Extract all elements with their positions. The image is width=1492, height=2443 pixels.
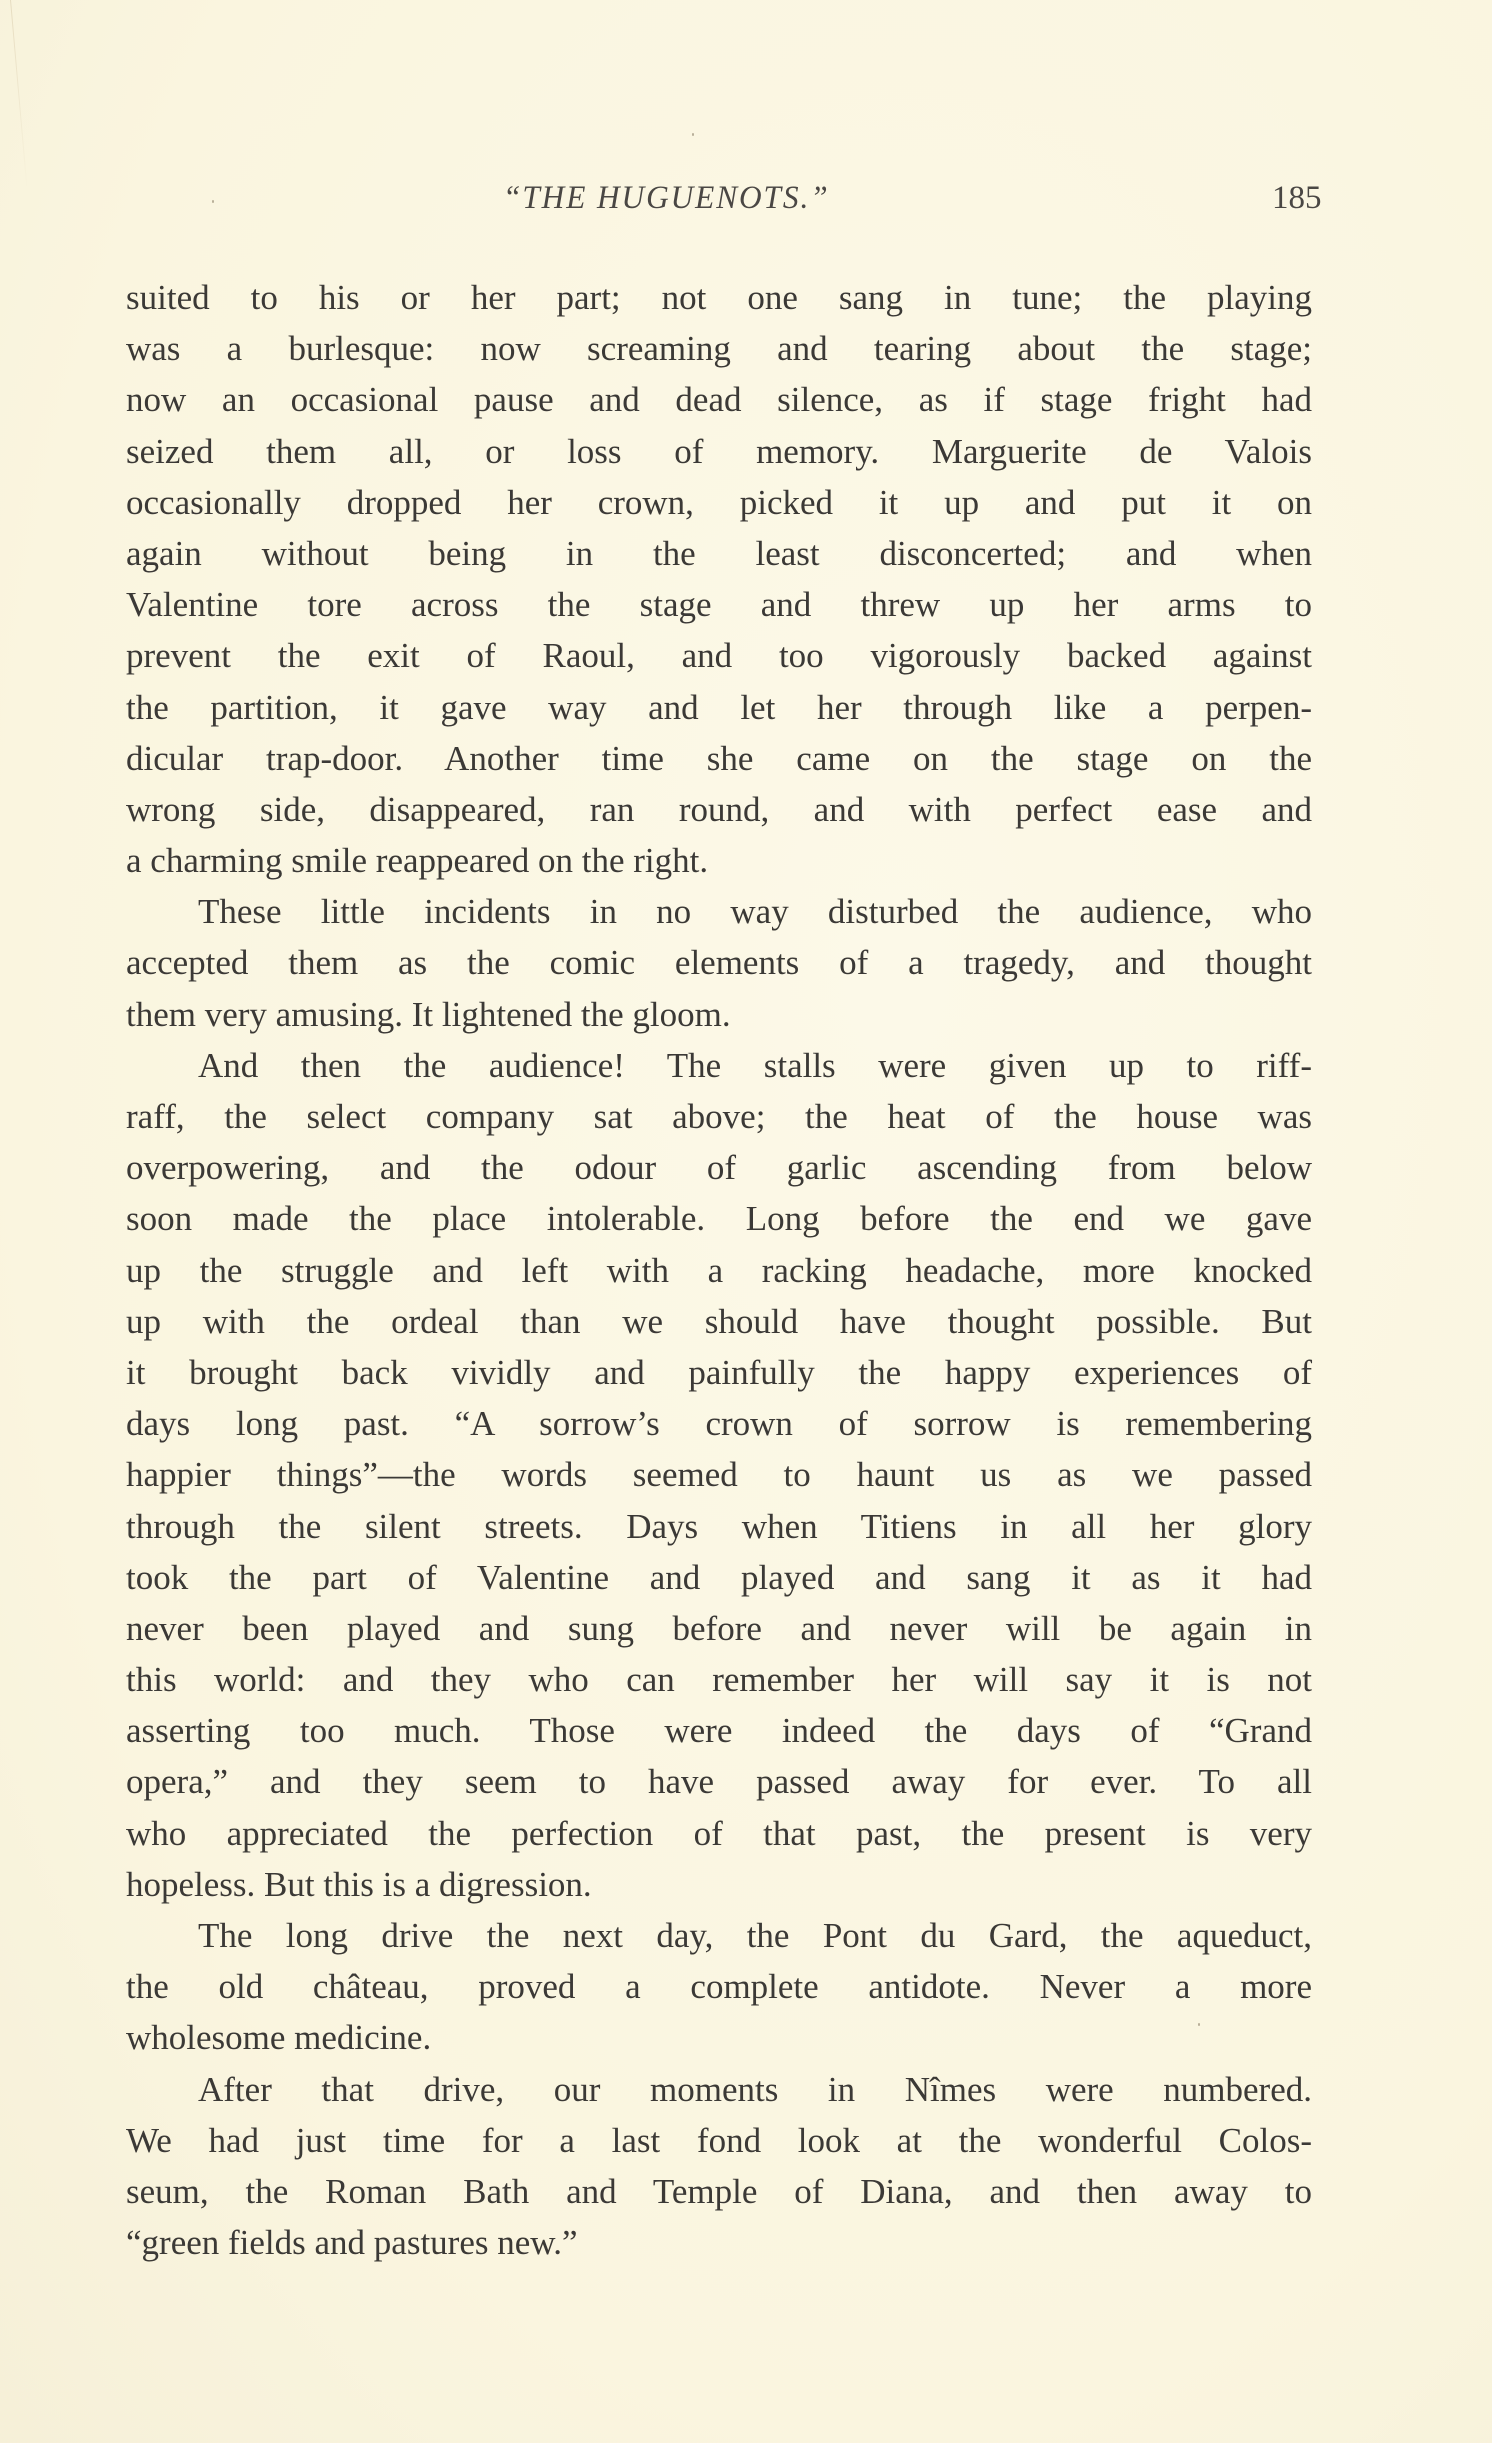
- text-line: through the silent streets. Days when Titiens in all her glory: [126, 1506, 1312, 1546]
- text-line: the partition, it gave way and let her through like a perpen-: [126, 687, 1312, 727]
- body-text: [126, 272, 1312, 2268]
- text-line: And then the audience! The stalls were given up to riff-: [198, 1045, 1312, 1085]
- page-number: 185: [1272, 180, 1322, 216]
- text-line: wholesome medicine.: [126, 2018, 432, 2058]
- text-line: now an occasional pause and dead silence, as if stage fright had: [126, 380, 1312, 420]
- paragraph: [126, 1910, 1312, 2064]
- text-line: opera,” and they seem to have passed away for ever. To all: [126, 1762, 1312, 1802]
- text-line: After that drive, our moments in Nîmes were numbered.: [198, 2069, 1312, 2109]
- text-line: took the part of Valentine and played and sang it as it had: [126, 1557, 1312, 1597]
- page-edge-line: [10, 0, 28, 189]
- paragraph: [126, 2064, 1312, 2269]
- text-line: accepted them as the comic elements of a tragedy, and thought: [126, 943, 1312, 983]
- text-line: overpowering, and the odour of garlic ascending from below: [126, 1148, 1312, 1188]
- paragraph: [126, 886, 1312, 1040]
- text-line: this world: and they who can remember her will say it is not: [126, 1660, 1312, 1700]
- text-line: was a burlesque: now screaming and tearing about the stage;: [126, 329, 1312, 369]
- running-head-title: “THE HUGUENOTS.”: [503, 180, 830, 216]
- text-line: seized them all, or loss of memory. Marguerite de Valois: [126, 431, 1312, 471]
- running-head: [0, 180, 1492, 220]
- text-line: asserting too much. Those were indeed the days of “Grand: [126, 1711, 1312, 1751]
- text-line: the old château, proved a complete antidote. Never a more: [126, 1967, 1312, 2007]
- text-line: “green fields and pastures new.”: [126, 2223, 578, 2263]
- paragraph: [126, 1040, 1312, 1910]
- paper-speck: [692, 133, 694, 136]
- text-line: The long drive the next day, the Pont du Gard, the aqueduct,: [198, 1916, 1312, 1955]
- text-line: it brought back vividly and painfully the happy experiences of: [126, 1352, 1312, 1392]
- text-line: suited to his or her part; not one sang in tune; the playing: [126, 278, 1312, 317]
- text-line: a charming smile reappeared on the right.: [126, 841, 709, 881]
- text-line: never been played and sung before and never will be again in: [126, 1608, 1312, 1648]
- text-line: who appreciated the perfection of that past, the present is very: [126, 1813, 1312, 1853]
- text-line: soon made the place intolerable. Long before the end we gave: [126, 1199, 1312, 1239]
- text-line: up with the ordeal than we should have thought possible. But: [126, 1301, 1312, 1341]
- text-line: seum, the Roman Bath and Temple of Diana, and then away to: [126, 2171, 1312, 2211]
- text-line: We had just time for a last fond look at the wonderful Colos-: [126, 2120, 1312, 2160]
- text-line: prevent the exit of Raoul, and too vigorously backed against: [126, 636, 1312, 676]
- text-line: hopeless. But this is a digression.: [126, 1864, 592, 1904]
- text-line: days long past. “A sorrow’s crown of sorrow is remembering: [126, 1404, 1312, 1444]
- paragraph: [126, 272, 1312, 886]
- text-line: again without being in the least disconcerted; and when: [126, 533, 1312, 573]
- text-line: occasionally dropped her crown, picked it up and put it on: [126, 482, 1312, 522]
- text-line: happier things”—the words seemed to haunt us as we passed: [126, 1455, 1312, 1495]
- text-line: up the struggle and left with a racking headache, more knocked: [126, 1250, 1312, 1290]
- text-line: These little incidents in no way disturbed the audience, who: [198, 892, 1312, 932]
- text-line: them very amusing. It lightened the gloom.: [126, 994, 731, 1034]
- text-line: raff, the select company sat above; the heat of the house was: [126, 1097, 1312, 1136]
- text-line: wrong side, disappeared, ran round, and with perfect ease and: [126, 789, 1312, 829]
- text-line: Valentine tore across the stage and threw up her arms to: [126, 585, 1312, 625]
- text-line: dicular trap-door. Another time she came on the stage on the: [126, 738, 1312, 778]
